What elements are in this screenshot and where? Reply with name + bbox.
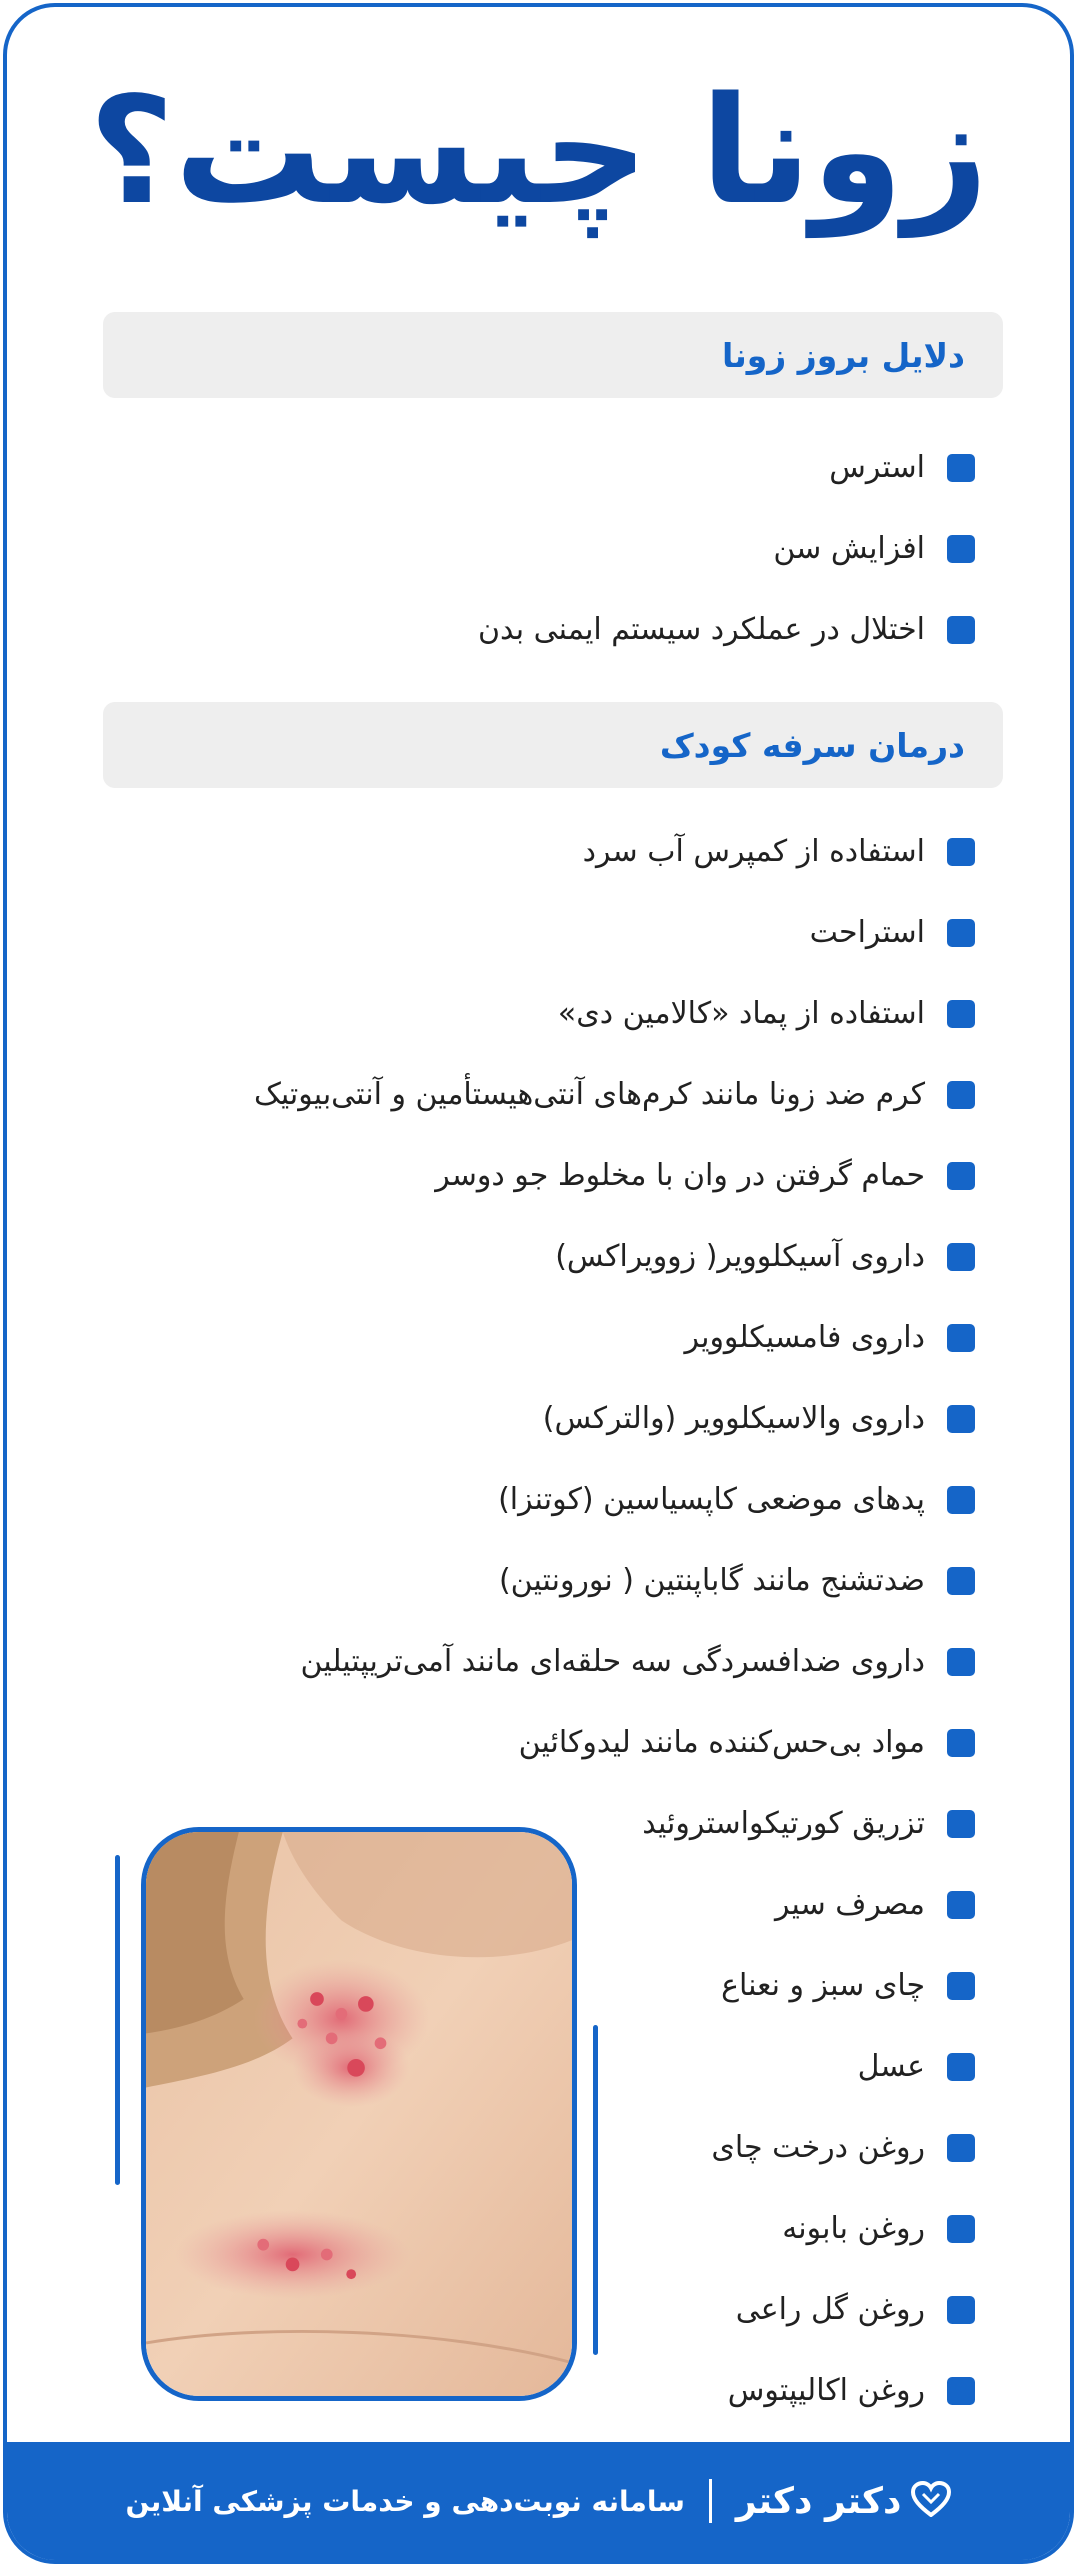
list-item: پدهای موضعی کاپسیاسین (کوتنزا) — [254, 1459, 975, 1540]
list-item: عسل — [254, 2026, 975, 2107]
bullet-square-icon — [947, 2134, 975, 2162]
list-item: داروی ضدافسردگی سه حلقه‌ای مانند آمی‌تریپتیلین — [254, 1621, 975, 1702]
list-item: چای سبز و نعناع — [254, 1945, 975, 2026]
bullet-square-icon — [947, 1486, 975, 1514]
shingles-photo — [141, 1827, 577, 2401]
list-item: روغن گل راعی — [254, 2269, 975, 2350]
bullet-square-icon — [947, 1810, 975, 1838]
bullet-square-icon — [947, 1648, 975, 1676]
footer-divider — [709, 2479, 712, 2523]
bullet-square-icon — [947, 1567, 975, 1595]
list-item: تزریق کورتیکواستروئید — [254, 1783, 975, 1864]
heart-logo-icon — [911, 2481, 951, 2521]
bullet-square-icon — [947, 454, 975, 482]
list-item: افزایش سن — [478, 508, 975, 589]
skin-rash-image — [146, 1832, 572, 2396]
decorative-line-left — [115, 1855, 120, 2185]
bullet-square-icon — [947, 1081, 975, 1109]
section-header-treatment: درمان سرفه کودک — [103, 702, 1003, 788]
list-item: استفاده از پماد «کالامین دی» — [254, 973, 975, 1054]
bullet-square-icon — [947, 1972, 975, 2000]
bullet-square-icon — [947, 1000, 975, 1028]
causes-list — [478, 427, 975, 670]
photo-frame — [141, 1827, 577, 2401]
brand-logo[interactable] — [736, 2481, 952, 2522]
bullet-square-icon — [947, 2377, 975, 2405]
bullet-square-icon — [947, 2296, 975, 2324]
list-item: ضدتشنج مانند گاباپنتین ( نورونتین) — [254, 1540, 975, 1621]
list-item: کرم ضد زونا مانند کرم‌های آنتی‌هیستأمین و آنتی‌بیوتیک — [254, 1054, 975, 1135]
list-item: روغن بابونه — [254, 2188, 975, 2269]
list-item: مواد بی‌حس‌کننده مانند لیدوکائین — [254, 1702, 975, 1783]
list-item: استراحت — [254, 892, 975, 973]
bullet-square-icon — [947, 1243, 975, 1271]
bullet-square-icon — [947, 1405, 975, 1433]
bullet-square-icon — [947, 1891, 975, 1919]
brand-name: دکتر دکتر — [735, 2480, 902, 2522]
infographic-frame — [3, 3, 1074, 2564]
list-item: استرس — [478, 427, 975, 508]
bullet-square-icon — [947, 838, 975, 866]
list-item: اختلال در عملکرد سیستم ایمنی بدن — [478, 589, 975, 670]
page-title: زونا چیست؟ — [88, 65, 989, 237]
bullet-square-icon — [947, 2053, 975, 2081]
list-item: حمام گرفتن در وان با مخلوط جو دوسر — [254, 1135, 975, 1216]
bullet-square-icon — [947, 616, 975, 644]
bullet-square-icon — [947, 2215, 975, 2243]
footer — [7, 2442, 1070, 2560]
decorative-line-right — [593, 2025, 598, 2355]
bullet-square-icon — [947, 919, 975, 947]
list-item: روغن درخت چای — [254, 2107, 975, 2188]
bullet-square-icon — [947, 535, 975, 563]
list-item: مصرف سیر — [254, 1864, 975, 1945]
list-item: روغن اکالیپتوس — [254, 2350, 975, 2431]
list-item: داروی والاسیکلوویر (والترکس) — [254, 1378, 975, 1459]
footer-tagline: سامانه نوبت‌دهی و خدمات پزشکی آنلاین — [125, 2484, 685, 2518]
bullet-square-icon — [947, 1729, 975, 1757]
list-item: داروی آسیکلوویر( زوویراکس) — [254, 1216, 975, 1297]
list-item: استفاده از کمپرس آب سرد — [254, 811, 975, 892]
bullet-square-icon — [947, 1162, 975, 1190]
bullet-square-icon — [947, 1324, 975, 1352]
list-item: داروی فامسیکلوویر — [254, 1297, 975, 1378]
section-header-causes: دلایل بروز زونا — [103, 312, 1003, 398]
